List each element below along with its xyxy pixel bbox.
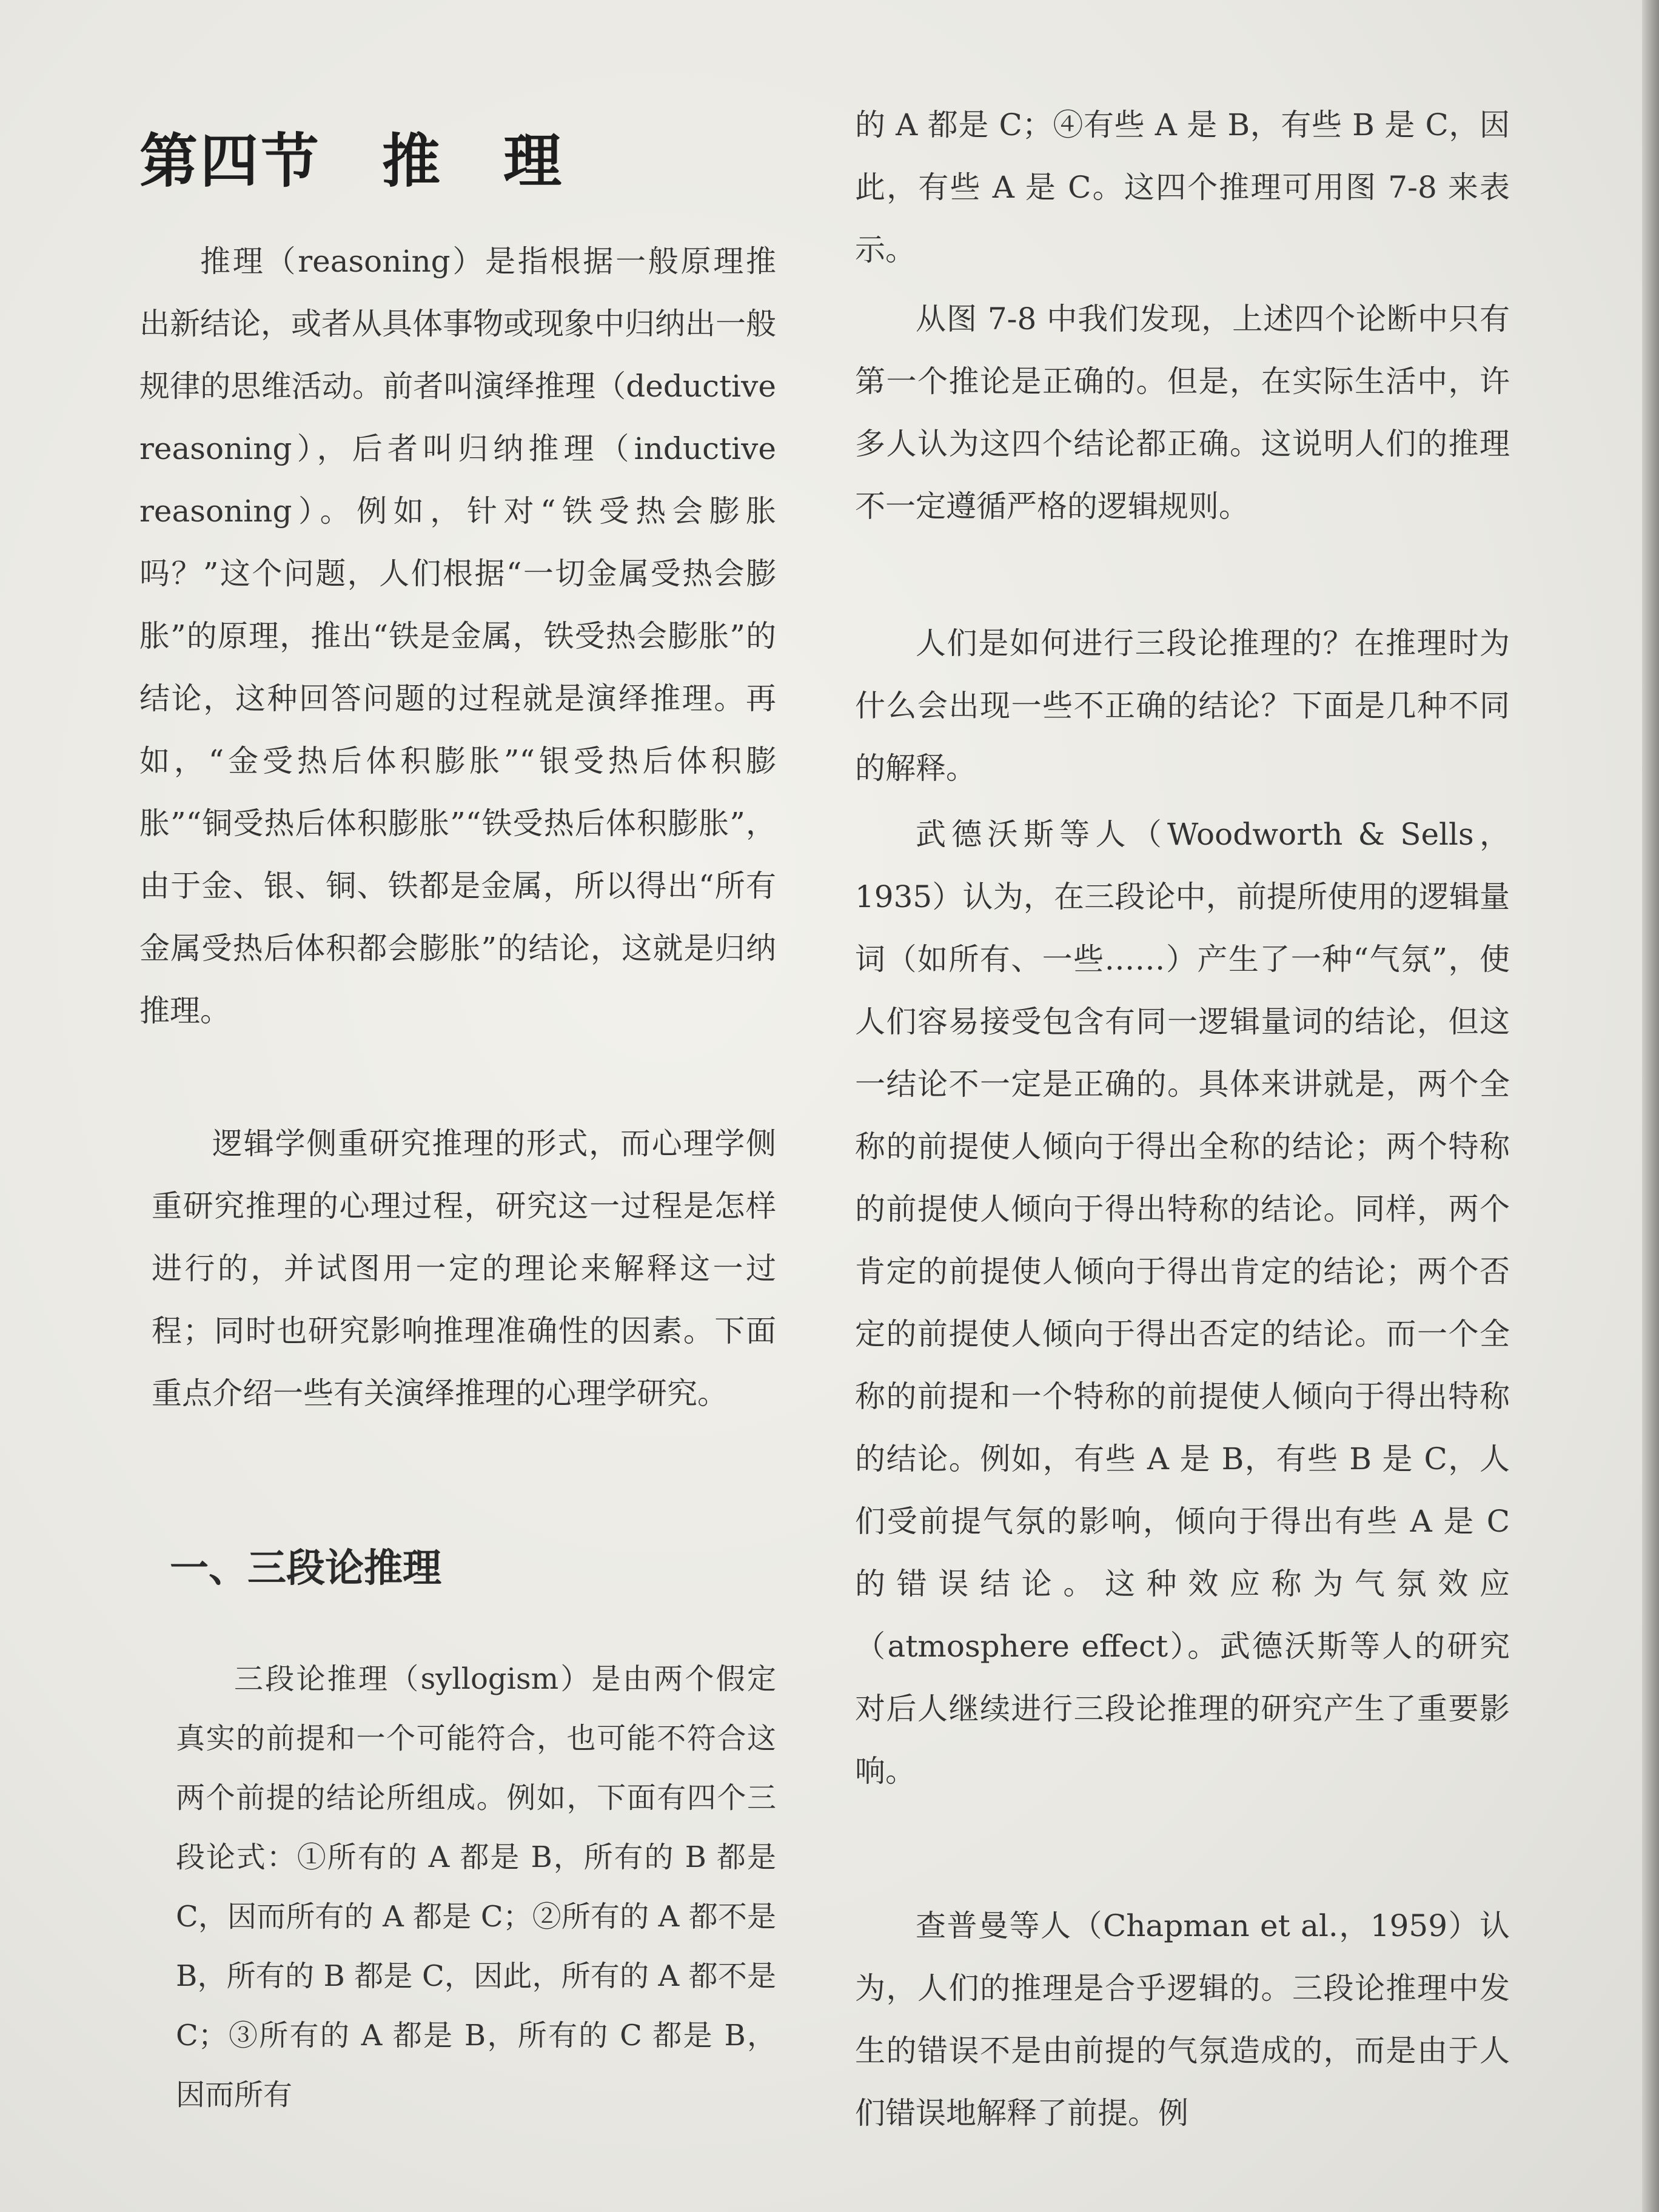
page-edge-shadow — [1642, 0, 1659, 2212]
left-paragraph-3: 三段论推理（syllogism）是由两个假定真实的前提和一个可能符合，也可能不符合这两个前提的结论所组成。例如，下面有四个三段论式：①所有的 A 都是 B，所有的 B 都是 C，因而所有的 A 都是 C；②所有的 A 都不是 B，所有的 B 都是 C，因此，所有的 A 都不是 C；③所有的 A 都是 B，所有的 C 都是 B，因而所有 — [176, 1662, 776, 2112]
right-paragraph-2: 人们是如何进行三段论推理的？在推理时为什么会出现一些不正确的结论？下面是几种不同的解释。 — [855, 626, 1510, 786]
section-title: 第四节 推 理 — [139, 127, 564, 195]
left-paragraph-2: 逻辑学侧重研究推理的形式，而心理学侧重研究推理的心理过程，研究这一过程是怎样进行的，并试图用一定的理论来解释这一过程；同时也研究影响推理准确性的因素。下面重点介绍一些有关演绎推理的心理学研究。 — [152, 1126, 776, 1411]
right-paragraph-3: 武德沃斯等人（Woodworth & Sells，1935）认为，在三段论中，前提所使用的逻辑量词（如所有、一些……）产生了一种“气氛”，使人们容易接受包含有同一逻辑量词的结论，但这一结论不一定是正确的。具体来讲就是，两个全称的前提使人倾向于得出全称的结论；两个特称的前提使人倾向于得出特称的结论。同样，两个肯定的前提使人倾向于得出肯定的结论；两个否定的前提使人倾向于得出否定的结论。而一个全称的前提和一个特称的前提使人倾向于得出特称的结论。例如，有些 A 是 B，有些 B 是 C，人们受前提气氛的影响，倾向于得出有些 A 是 C 的错误结论。这种效应称为气氛效应（atmosphere effect）。武德沃斯等人的研究对后人继续进行三段论推理的研究产生了重要影响。 — [855, 817, 1510, 1789]
right-paragraph-0: 的 A 都是 C；④有些 A 是 B，有些 B 是 C，因此，有些 A 是 C。这四个推理可用图 7-8 来表示。 — [855, 107, 1510, 267]
right-paragraph-4: 查普曼等人（Chapman et al.，1959）认为，人们的推理是合乎逻辑的。三段论推理中发生的错误不是由前提的气氛造成的，而是由于人们错误地解释了前提。例 — [855, 1908, 1510, 2131]
left-paragraph-1: 推理（reasoning）是指根据一般原理推出新结论，或者从具体事物或现象中归纳出一般规律的思维活动。前者叫演绎推理（deductive reasoning），后者叫归纳推理（inductive reasoning）。例如，针对“铁受热会膨胀吗？”这个问题，人们根据“一切金属受热会膨胀”的原理，推出“铁是金属，铁受热会膨胀”的结论，这种回答问题的过程就是演绎推理。再如，“金受热后体积膨胀”“银受热后体积膨胀”“铜受热后体积膨胀”“铁受热后体积膨胀”，由于金、银、铜、铁都是金属，所以得出“所有金属受热后体积都会膨胀”的结论，这就是归纳推理。 — [139, 244, 776, 1028]
right-paragraph-1: 从图 7-8 中我们发现，上述四个论断中只有第一个推论是正确的。但是，在实际生活中，许多人认为这四个结论都正确。这说明人们的推理不一定遵循严格的逻辑规则。 — [855, 301, 1510, 524]
subsection-title: 一、三段论推理 — [170, 1546, 441, 1591]
